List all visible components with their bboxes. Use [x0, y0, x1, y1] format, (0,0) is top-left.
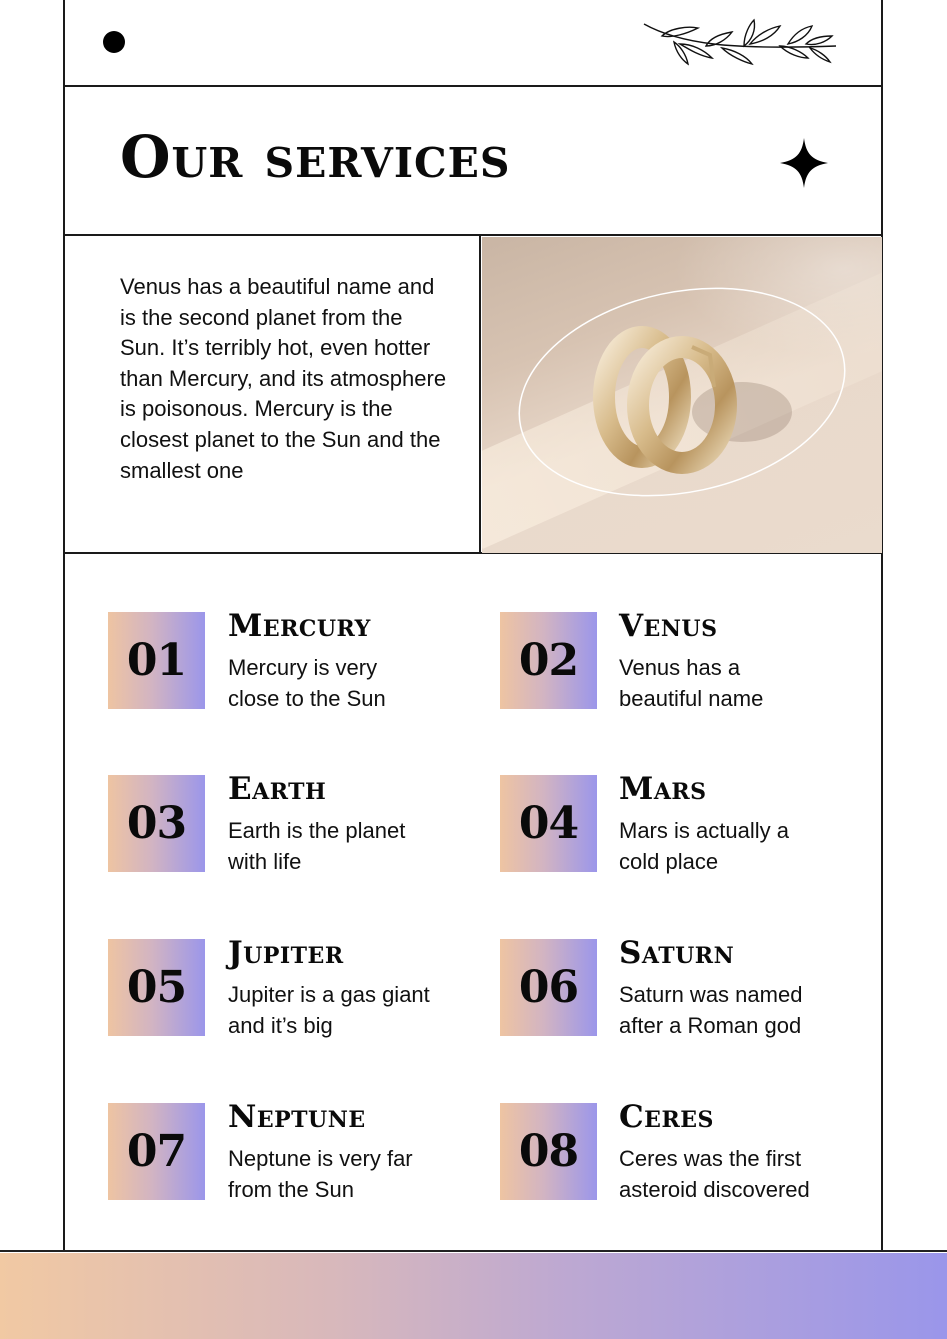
divider-footer — [0, 1250, 947, 1252]
service-description: Jupiter is a gas giant and it’s big — [228, 982, 430, 1038]
service-number: 05 — [126, 962, 187, 1013]
service-description: Earth is the planet with life — [228, 818, 406, 874]
service-title: Saturn — [619, 935, 735, 971]
divider-title — [63, 234, 883, 236]
service-description: Ceres was the first asteroid discovered — [619, 1146, 810, 1202]
service-item-saturn — [500, 935, 870, 1039]
number-badge — [108, 1103, 205, 1200]
number-badge — [500, 939, 597, 1036]
service-number: 03 — [126, 798, 187, 849]
service-item-mars — [500, 771, 870, 875]
service-item-earth — [108, 771, 478, 875]
service-item-mercury — [108, 608, 478, 712]
service-title: Neptune — [228, 1099, 366, 1135]
sparkle-icon — [780, 138, 828, 188]
number-badge — [500, 1103, 597, 1200]
number-badge — [108, 612, 205, 709]
service-description: Venus has a beautiful name — [619, 655, 764, 711]
service-item-neptune — [108, 1099, 478, 1203]
service-title: Jupiter — [228, 935, 344, 971]
service-number: 02 — [518, 635, 579, 686]
service-number: 07 — [126, 1126, 187, 1177]
number-badge — [108, 775, 205, 872]
service-title: Mercury — [228, 608, 371, 644]
divider-intro-vertical — [479, 235, 481, 553]
service-number: 08 — [518, 1126, 579, 1177]
service-description: Neptune is very far from the Sun — [228, 1146, 413, 1202]
service-title: Earth — [228, 771, 327, 807]
number-badge — [500, 612, 597, 709]
leaf-branch-icon — [640, 14, 840, 70]
service-number: 04 — [518, 798, 579, 849]
footer-gradient-bar — [0, 1253, 947, 1339]
frame-left-line — [63, 0, 65, 1252]
service-number: 06 — [518, 962, 579, 1013]
service-title: Ceres — [619, 1099, 714, 1135]
service-title: Venus — [619, 608, 718, 644]
service-description: Mars is actually a cold place — [619, 818, 789, 874]
page-title: Our services — [120, 123, 511, 191]
gold-hoop-earrings-photo — [482, 237, 882, 553]
number-badge — [500, 775, 597, 872]
service-item-venus — [500, 608, 870, 712]
service-title: Mars — [619, 771, 707, 807]
divider-header — [63, 85, 883, 87]
intro-paragraph: Venus has a beautiful name and is the second planet from the Sun. It’s terribly hot, even hotter than Mercury, and its atmosphere is poisonous. Mercury is the closest planet to the Sun and the smallest one — [120, 274, 447, 483]
earrings-illustration — [482, 237, 882, 553]
service-item-ceres — [500, 1099, 870, 1203]
service-description: Saturn was named after a Roman god — [619, 982, 803, 1038]
service-number: 01 — [126, 635, 187, 686]
service-item-jupiter — [108, 935, 478, 1039]
service-description: Mercury is very close to the Sun — [228, 655, 386, 711]
frame-right-line — [881, 0, 883, 1252]
number-badge — [108, 939, 205, 1036]
dot-icon — [103, 31, 125, 53]
